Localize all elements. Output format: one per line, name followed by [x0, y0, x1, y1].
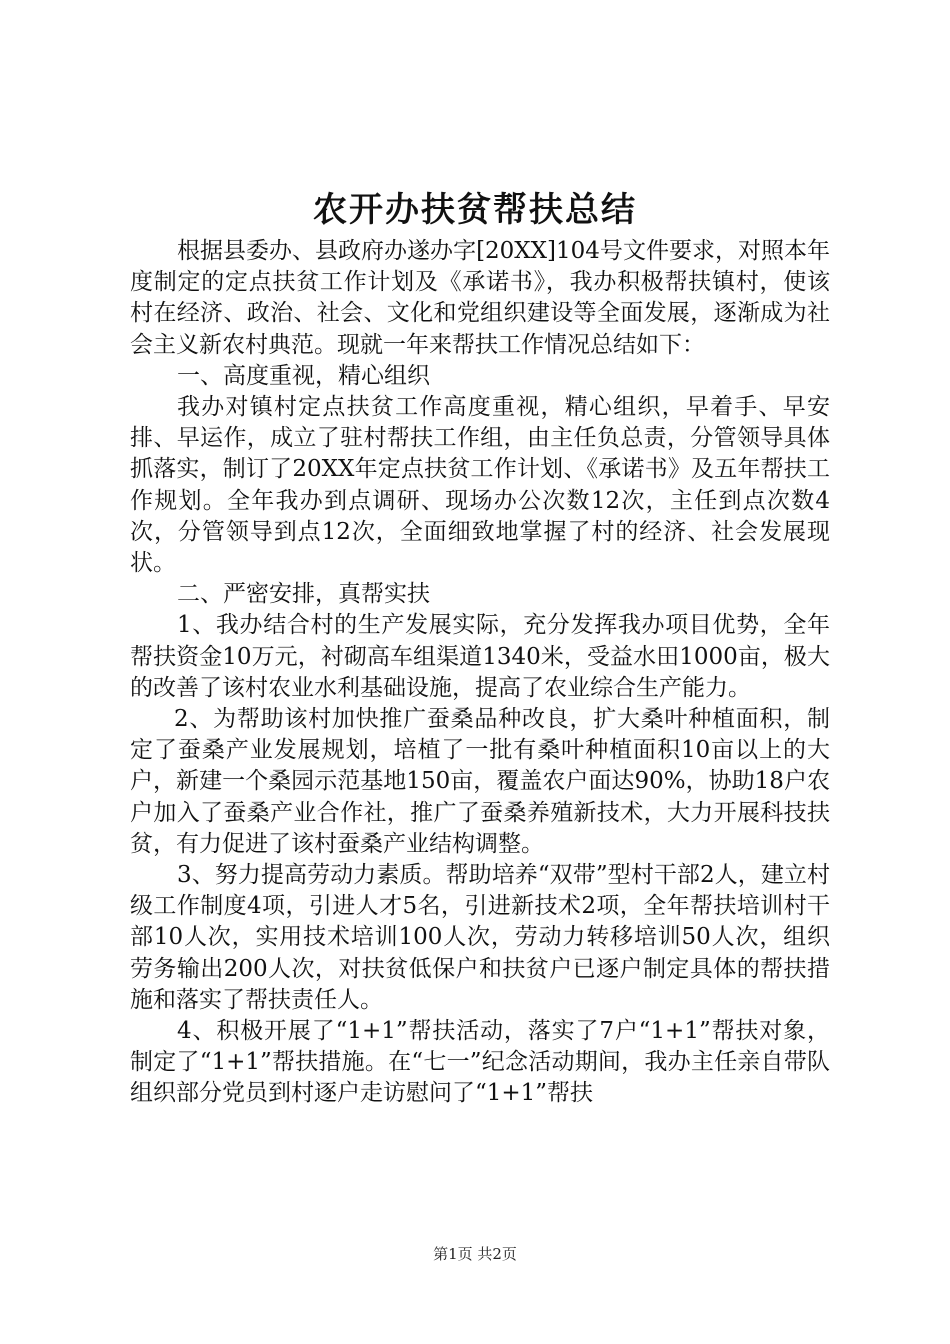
- document-body: [130, 236, 830, 1110]
- item-3-paragraph: 3、努力提高劳动力素质。帮助培养“双带”型村干部2人，建立村级工作制度4项，引进人才5名，引进新技术2项，全年帮扶培训村干部10人次，实用技术培训100人次，劳动力转移培训50人次，组织劳务输出200人次，对扶贫低保户和扶贫户已逐户制定具体的帮扶措施和落实了帮扶责任人。: [130, 862, 830, 1013]
- section-1-paragraph: 我办对镇村定点扶贫工作高度重视，精心组织，早着手、早安排、早运作，成立了驻村帮扶工作组，由主任负总责，分管领导具体抓落实，制订了20XX年定点扶贫工作计划、《承诺书》及五年帮扶工作规划。全年我办到点调研、现场办公次数12次，主任到点次数4次，分管领导到点12次，全面细致地掌握了村的经济、社会发展现状。: [130, 394, 830, 577]
- intro-paragraph: 根据县委办、县政府办遂办字[20XX]104号文件要求，对照本年度制定的定点扶贫工作计划及《承诺书》，我办积极帮扶镇村，使该村在经济、政治、社会、文化和党组织建设等全面发展，逐渐成为社会主义新农村典范。现就一年来帮扶工作情况总结如下：: [130, 238, 830, 358]
- document-title: 农开办扶贫帮扶总结: [313, 190, 637, 230]
- section-heading-1: 一、高度重视，精心组织: [177, 362, 430, 389]
- section-heading-2: 二、严密安排，真帮实扶: [177, 581, 430, 608]
- page-number-footer: 第1页 共2页: [433, 1245, 517, 1263]
- item-2-paragraph: 2、为帮助该村加快推广蚕桑品种改良，扩大桑叶种植面积，制定了蚕桑产业发展规划，培植了一批有桑叶种植面积10亩以上的大户，新建一个桑园示范基地150亩，覆盖农户面达90%，协助18户农户加入了蚕桑产业合作社，推广了蚕桑养殖新技术，大力开展科技扶贫，有力促进了该村蚕桑产业结构调整。: [130, 706, 830, 857]
- item-1-paragraph: 1、我办结合村的生产发展实际，充分发挥我办项目优势，全年帮扶资金10万元，衬砌高车组渠道1340米，受益水田1000亩，极大的改善了该村农业水利基础设施，提高了农业综合生产能力。: [130, 612, 830, 701]
- item-4-paragraph: 4、积极开展了“1+1”帮扶活动，落实了7户“1+1”帮扶对象，制定了“1+1”帮扶措施。在“七一”纪念活动期间，我办主任亲自带队组织部分党员到村逐户走访慰问了“1+1”帮扶: [130, 1018, 830, 1107]
